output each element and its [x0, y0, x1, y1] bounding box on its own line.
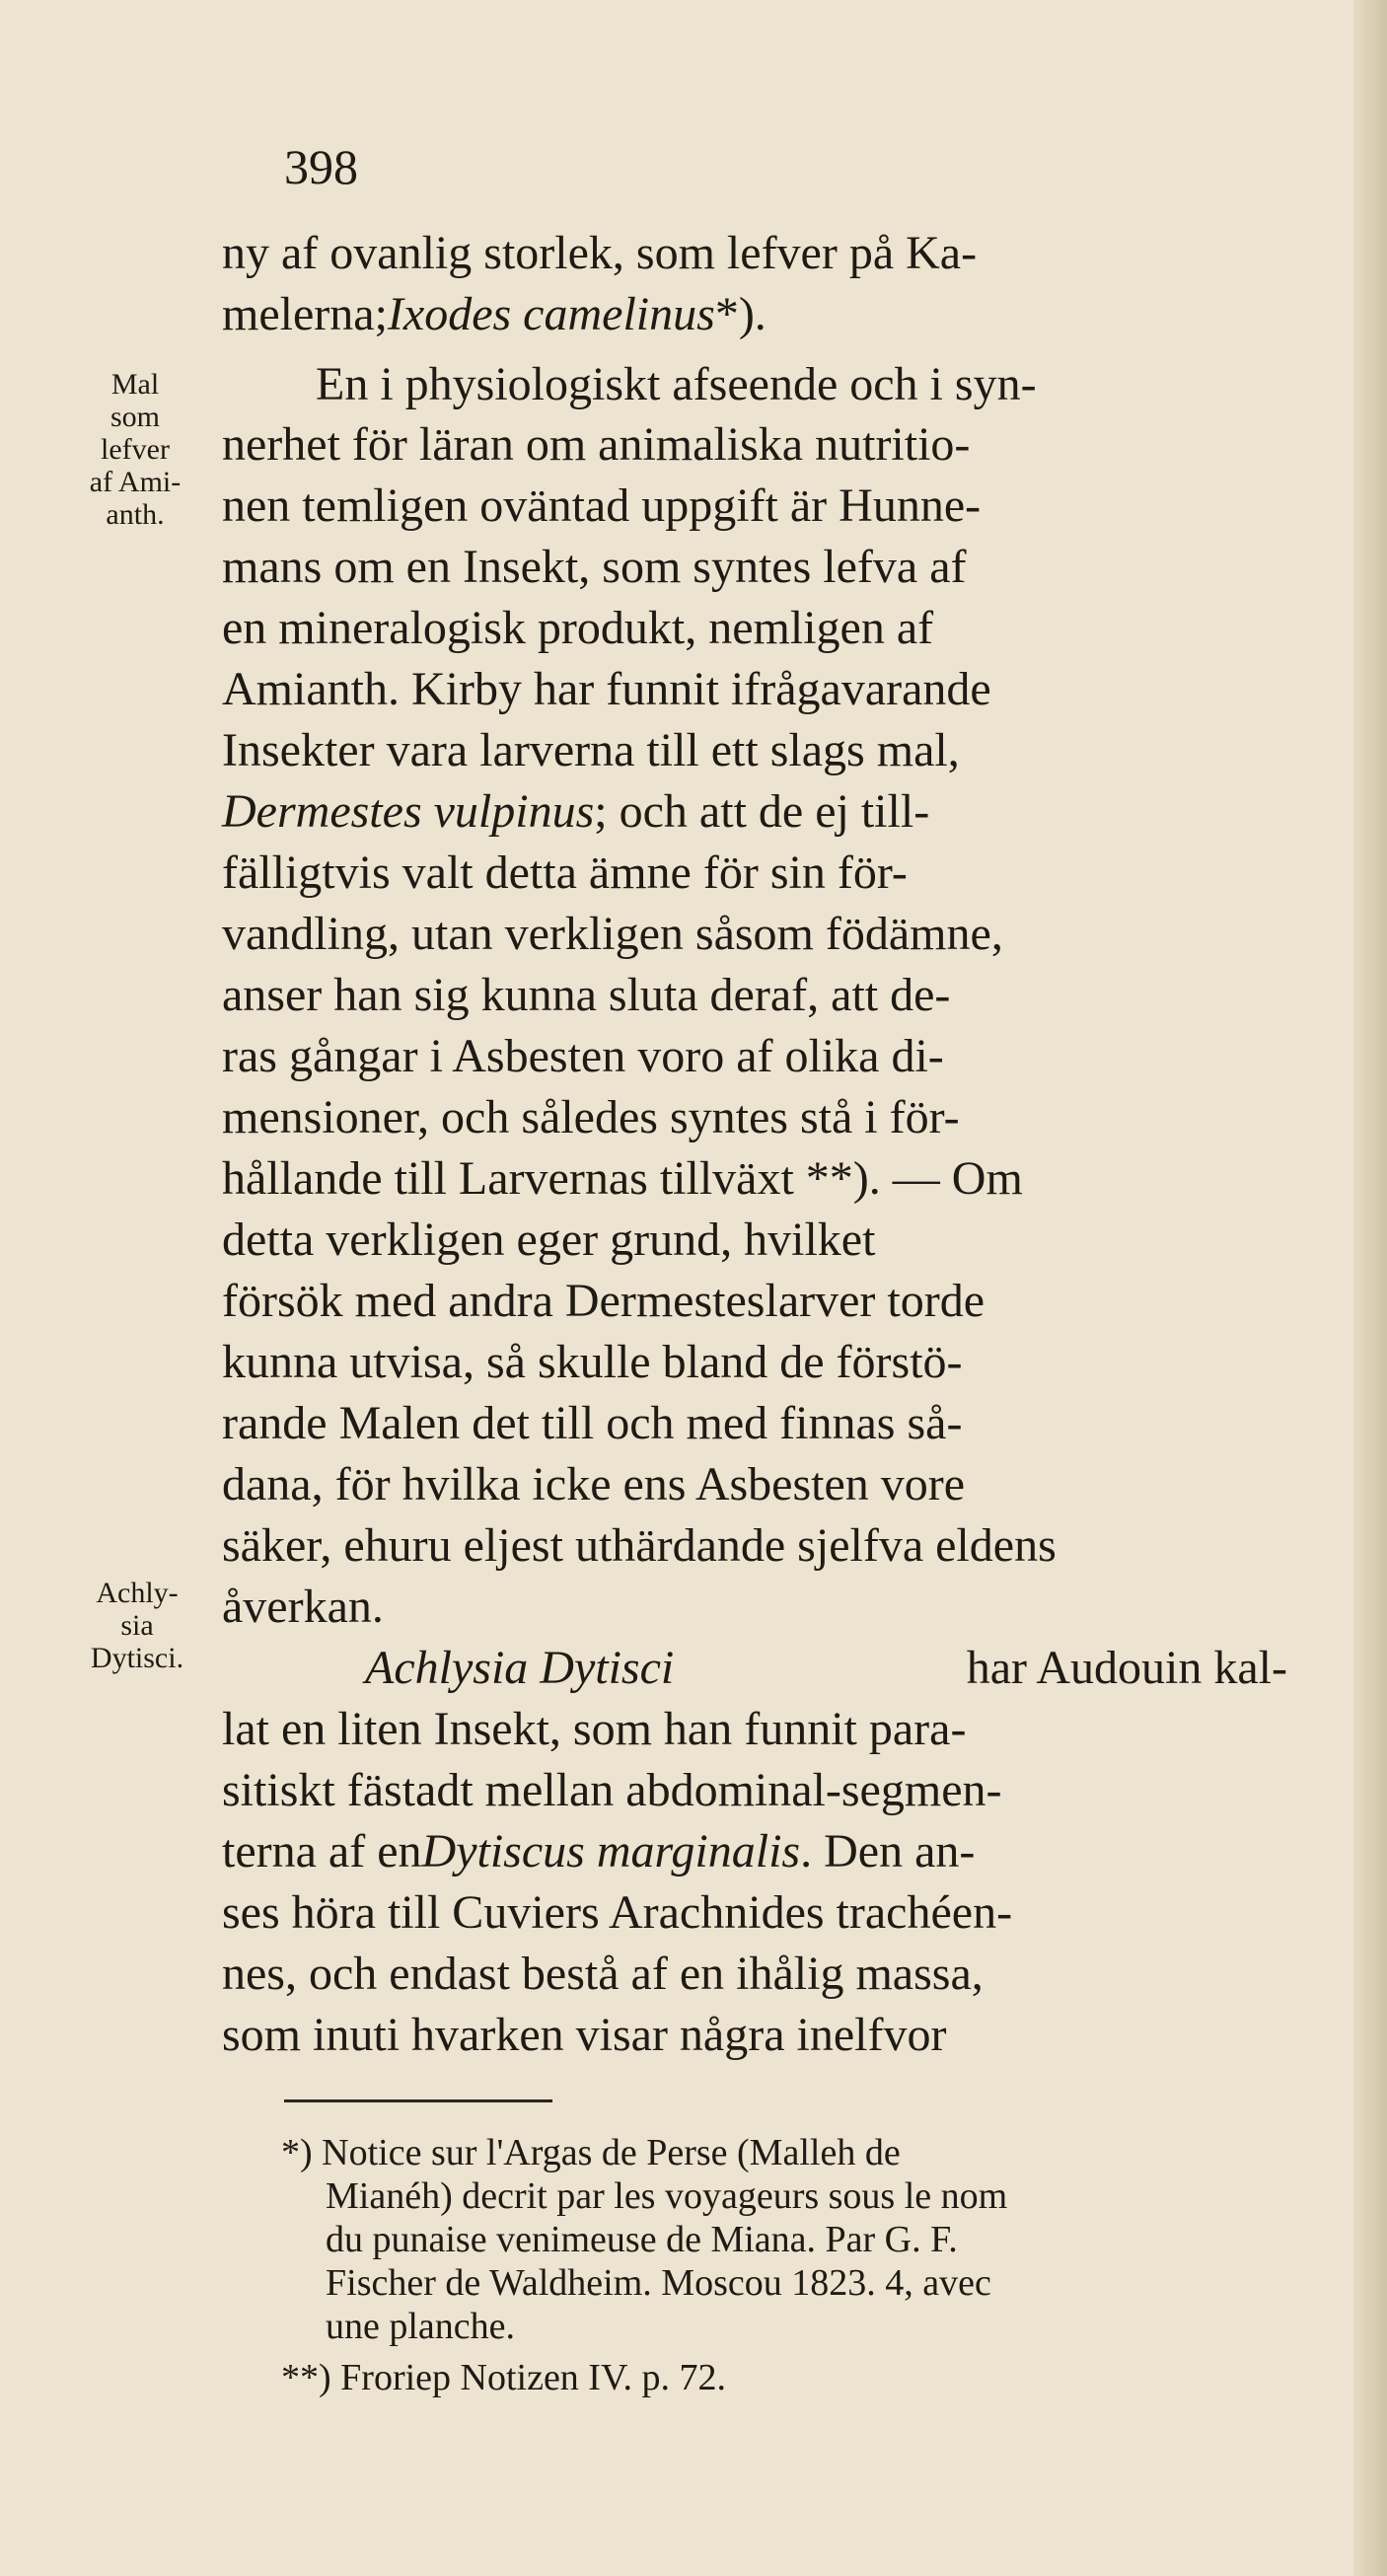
text-span: nen temligen oväntad uppgift är Hunne- [222, 479, 982, 532]
text-span: ; och att de ej till- [594, 785, 930, 838]
text-line [222, 1761, 1287, 1820]
text-line [222, 1883, 1287, 1943]
text-span: melerna; [222, 288, 388, 340]
text-line [222, 355, 1287, 414]
text-span: Amianth. Kirby har funnit ifrågavarande [222, 663, 991, 715]
text-line [222, 782, 1287, 842]
species-name: Dermestes vulpinus [222, 785, 595, 838]
species-name: Achlysia Dytisci [365, 1642, 675, 1694]
text-span: som inuti hvarken visar några inelfvor [222, 2009, 947, 2061]
text-span: anser han sig kunna sluta deraf, att de- [222, 969, 951, 1021]
text-span: Insekter vara larverna till ett slags mal, [222, 724, 960, 776]
footnote-line: Fischer de Waldheim. Moscou 1823. 4, avec [326, 2262, 991, 2304]
text-line [222, 224, 1287, 283]
text-line [222, 844, 1287, 903]
text-line [222, 1578, 1287, 1637]
text-line [222, 1700, 1287, 1759]
text-line [222, 1516, 1287, 1576]
margin-note-line: sia [120, 1609, 154, 1642]
text-span: dana, för hvilka icke ens Asbesten vore [222, 1458, 966, 1510]
margin-note-line: anth. [106, 498, 165, 531]
page-number: 398 [284, 139, 358, 194]
text-span: detta verkligen eger grund, hvilket [222, 1214, 876, 1266]
text-span: mans om en Insekt, som syntes lefva af [222, 541, 967, 593]
text-span: rande Malen det till och med finnas så- [222, 1397, 963, 1449]
footnote-line: **) Froriep Notizen IV. p. 72. [281, 2357, 727, 2398]
text-span: en mineralogisk produkt, nemligen af [222, 602, 934, 654]
text-span: hållande till Larvernas tillväxt **). — Om [222, 1152, 1023, 1205]
text-span: lat en liten Insekt, som han funnit para- [222, 1703, 967, 1755]
text-span: *). [714, 288, 766, 340]
text-line [222, 285, 1287, 344]
text-line [222, 1639, 1287, 1698]
text-line [222, 1211, 1287, 1270]
footnote-line: une planche. [326, 2306, 516, 2347]
text-span: försök med andra Dermesteslarver torde [222, 1275, 986, 1327]
text-span: säker, ehuru eljest uthärdande sjelfva eldens [222, 1519, 1057, 1572]
footnote-line: du punaise venimeuse de Miana. Par G. F. [326, 2219, 958, 2260]
text-span: mensioner, och således syntes stå i för- [222, 1091, 960, 1143]
text-line [222, 1945, 1287, 2004]
margin-note-achlysia [73, 1577, 201, 1674]
margin-note-line: Achly- [96, 1577, 179, 1609]
page-edge [1353, 0, 1387, 2576]
margin-note-mal [71, 368, 199, 531]
text-line [222, 1027, 1287, 1086]
text-line [222, 1149, 1287, 1209]
text-line [222, 966, 1287, 1025]
margin-note-line: som [110, 401, 160, 433]
text-line [222, 1272, 1287, 1331]
text-line [222, 1333, 1287, 1392]
text-span: nerhet för läran om animaliska nutritio- [222, 418, 971, 471]
text-line [222, 2006, 1287, 2065]
species-name: Ixodes camelinus [387, 288, 715, 340]
text-line [222, 538, 1287, 597]
margin-note-line: Mal [110, 368, 160, 401]
footnote-rule [284, 2099, 552, 2102]
text-line [222, 721, 1287, 780]
text-span: ny af ovanlig storlek, som lefver på Ka- [222, 227, 978, 279]
text-line [222, 905, 1287, 964]
text-span: ras gångar i Asbesten voro af olika di- [222, 1030, 944, 1082]
species-name: Dytiscus marginalis [421, 1825, 801, 1877]
text-span: vandling, utan verkligen såsom födämne, [222, 908, 1003, 960]
text-line [222, 1455, 1287, 1514]
text-span: har Audouin kal- [966, 1642, 1287, 1694]
text-span: terna af en [222, 1825, 422, 1877]
margin-note-line: Dytisci. [90, 1642, 184, 1674]
text-line [222, 599, 1287, 658]
text-span: . Den an- [800, 1825, 976, 1877]
margin-note-line: lefver [101, 433, 170, 466]
text-span: En i physiologiskt afseende och i syn- [316, 358, 1037, 410]
text-line [222, 1088, 1287, 1147]
text-span: sitiskt fästadt mellan abdominal-segmen- [222, 1764, 1002, 1816]
text-line [222, 1822, 1287, 1881]
text-span: kunna utvisa, så skulle bland de förstö- [222, 1336, 963, 1388]
text-line [222, 660, 1287, 719]
text-span: fälligtvis valt detta ämne för sin för- [222, 846, 908, 899]
margin-note-line: af Ami- [89, 466, 182, 498]
text-span: ses höra till Cuviers Arachnides trachéen- [222, 1886, 1013, 1939]
text-span: nes, och endast bestå af en ihålig massa, [222, 1948, 984, 2000]
text-line [222, 477, 1287, 536]
text-line [222, 415, 1287, 475]
footnote-line: Mianéh) decrit par les voyageurs sous le nom [326, 2175, 1008, 2217]
text-span: åverkan. [222, 1581, 384, 1633]
text-line [222, 1394, 1287, 1453]
footnote-line: *) Notice sur l'Argas de Perse (Malleh de [281, 2132, 901, 2173]
